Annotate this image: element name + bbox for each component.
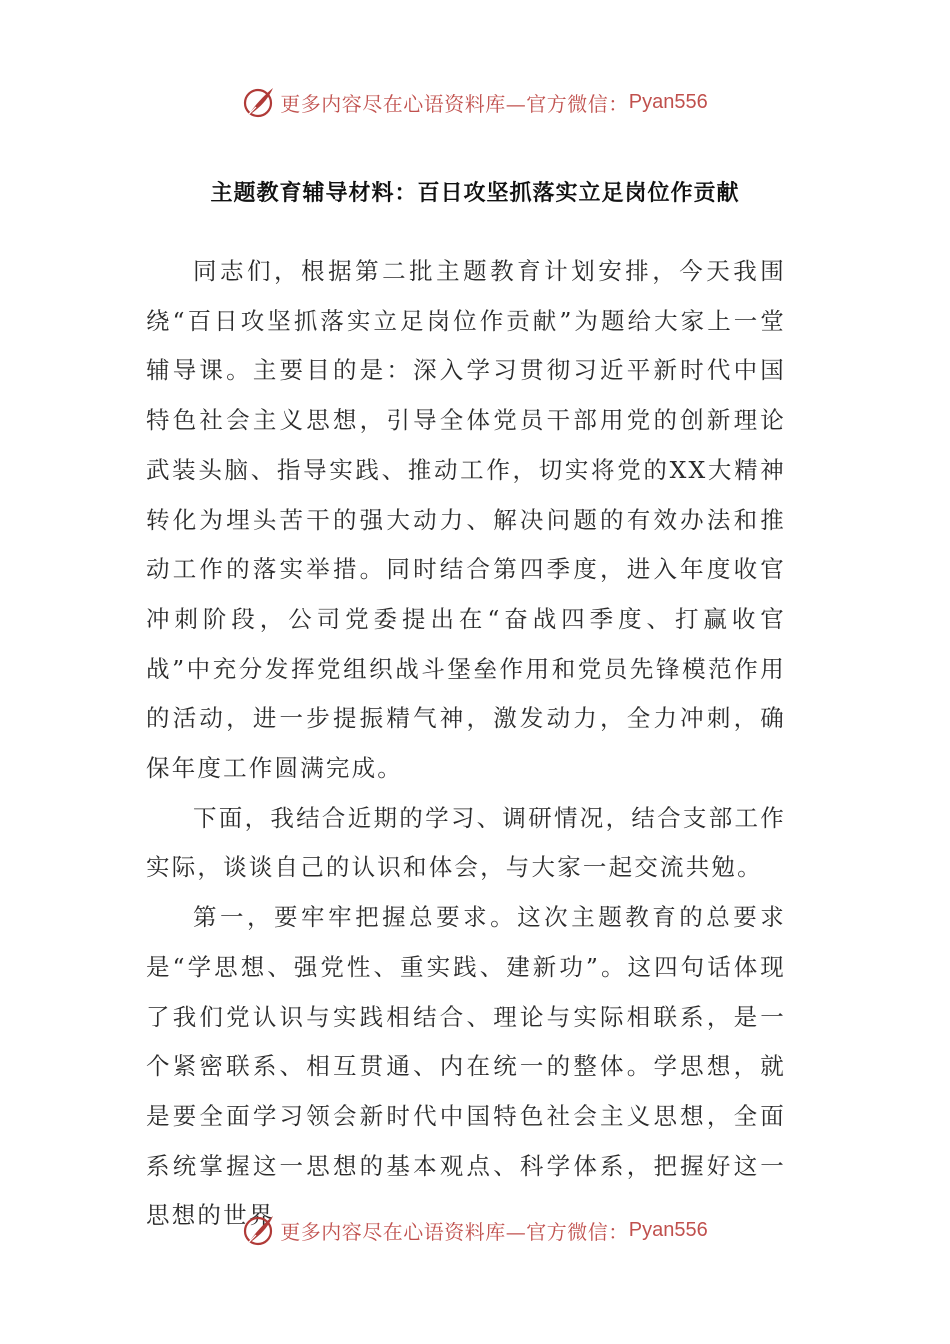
paragraph: 同志们，根据第二批主题教育计划安排，今天我围绕“百日攻坚抓落实立足岗位作贡献”为题给大家上一堂辅导课。主要目的是：深入学习贯彻习近平新时代中国特色社会主义思想，引导全体党员干部用党的创新理论武装头脑、指导实践、推动工作，切实将党的XX大精神转化为埋头苦干的强大动力、解决问题的有效办法和推动工作的落实举措。同时结合第四季度，进入年度收官冲刺阶段，公司党委提出在“奋战四季度、打赢收官战”中充分发挥党组织战斗堡垒作用和党员先锋模范作用的活动，进一步提振精气神，激发动力，全力冲刺，确保年度工作圆满完成。 xyxy=(146,257,786,783)
footer-banner xyxy=(0,1210,950,1250)
wechat-id: Pyan556 xyxy=(628,90,708,113)
paragraph: 下面，我结合近期的学习、调研情况，结合支部工作实际，谈谈自己的认识和体会，与大家一起交流共勉。 xyxy=(146,803,786,882)
header-banner xyxy=(0,82,950,122)
banner-text: 更多内容尽在心语资料库—官方微信： xyxy=(280,1219,629,1244)
quill-pen-icon xyxy=(242,1213,276,1247)
wechat-id: Pyan556 xyxy=(628,1218,708,1241)
quill-pen-icon xyxy=(242,85,276,119)
document-body xyxy=(146,247,786,1241)
banner-text: 更多内容尽在心语资料库—官方微信： xyxy=(280,91,629,116)
paragraph: 第一，要牢牢把握总要求。这次主题教育的总要求是“学思想、强党性、重实践、建新功”。这四句话体现了我们党认识与实践相结合、理论与实际相联系，是一个紧密联系、相互贯通、内在统一的整体。学思想，就是要全面学习领会新时代中国特色社会主义思想，全面系统掌握这一思想的基本观点、科学体系，把握好这一思想的世界 xyxy=(146,903,786,1230)
document-title: 主题教育辅导材料：百日攻坚抓落实立足岗位作贡献 xyxy=(210,180,740,206)
